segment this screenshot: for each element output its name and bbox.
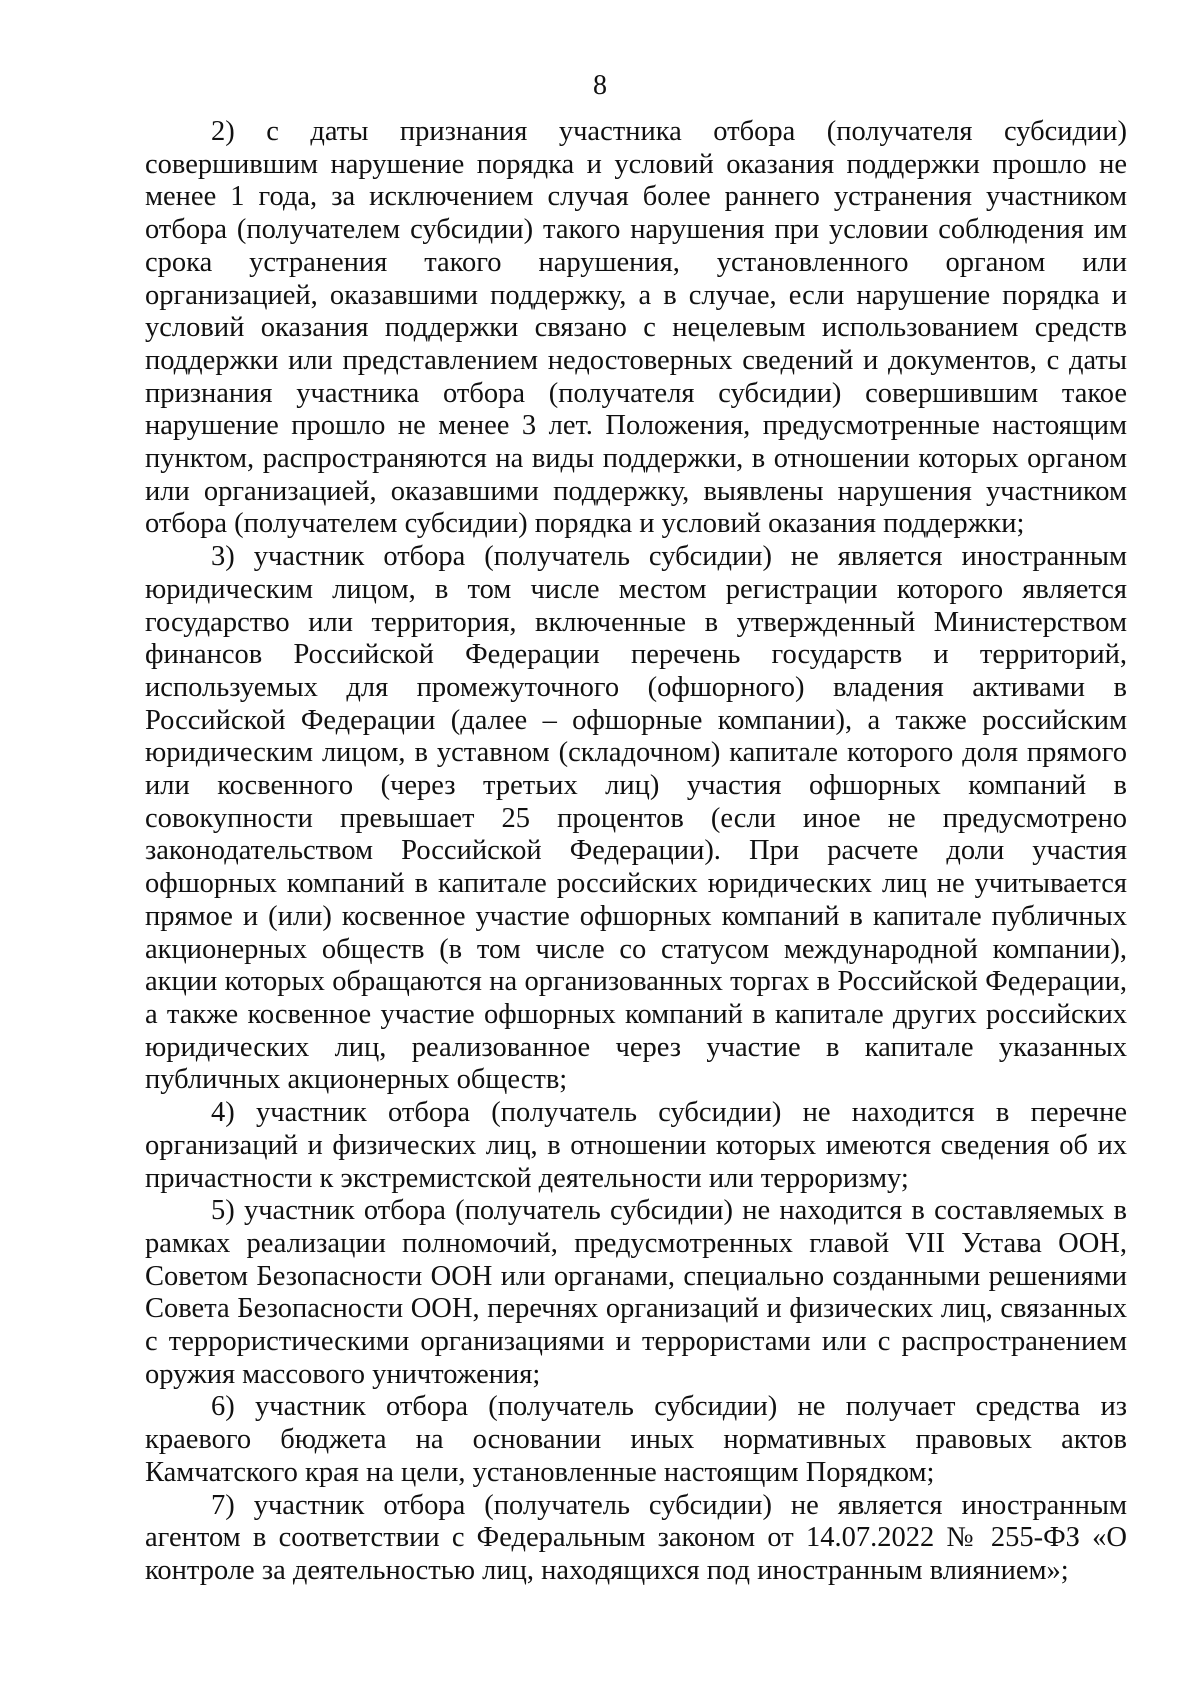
document-body (145, 116, 1127, 1588)
paragraph-item-2: 2) с даты признания участника отбора (получателя субсидии) совершившим нарушение порядка и условий оказания поддержки прошло не менее 1 года, за исключением случая более раннего устранения участником отбора (получателем субсидии) такого нарушения при условии соблюдения им срока устранения такого нарушения, установленного органом или организацией, оказавшими поддержку, а в случае, если нарушение порядка и условий оказания поддержки связано с нецелевым использованием средств поддержки или представлением недостоверных сведений и документов, с даты признания участника отбора (получателя субсидии) совершившим такое нарушение прошло не менее 3 лет. Положения, предусмотренные настоящим пунктом, распространяются на виды поддержки, в отношении которых органом или организацией, оказавшими поддержку, выявлены нарушения участником отбора (получателем субсидии) порядка и условий оказания поддержки; (145, 116, 1127, 540)
paragraph-item-5: 5) участник отбора (получатель субсидии) не находится в составляемых в рамках реализации полномочий, предусмотренных главой VII Устава ООН, Советом Безопасности ООН или органами, специально созданными решениями Совета Безопасности ООН, перечнях организаций и физических лиц, связанных с террористическими организациями и террористами или с распространением оружия массового уничтожения; (145, 1195, 1127, 1390)
paragraph-item-7: 7) участник отбора (получатель субсидии) не является иностранным агентом в соответствии с Федеральным законом от 14.07.2022 № 255-ФЗ «О контроле за деятельностью лиц, находящихся под иностранным влиянием»; (145, 1489, 1127, 1586)
page-number: 8 (593, 70, 607, 101)
paragraph-item-4: 4) участник отбора (получатель субсидии) не находится в перечне организаций и физических лиц, в отношении которых имеются сведения об их причастности к экстремистской деятельности или терроризму; (145, 1097, 1127, 1194)
paragraph-item-3: 3) участник отбора (получатель субсидии) не является иностранным юридическим лицом, в том числе местом регистрации которого является государство или территория, включенные в утвержденный Министерством финансов Российской Федерации перечень государств и территорий, используемых для промежуточного (офшорного) владения активами в Российской Федерации (далее – офшорные компании), а также российским юридическим лицом, в уставном (складочном) капитале которого доля прямого или косвенного (через третьих лиц) участия офшорных компаний в совокупности превышает 25 процентов (если иное не предусмотрено законодательством Российской Федерации). При расчете доли участия офшорных компаний в капитале российских юридических лиц не учитывается прямое и (или) косвенное участие офшорных компаний в капитале публичных акционерных обществ (в том числе со статусом международной компании), акции которых обращаются на организованных торгах в Российской Федерации, а также косвенное участие офшорных компаний в капитале других российских юридических лиц, реализованное через участие в капитале указанных публичных акционерных обществ; (145, 541, 1127, 1096)
paragraph-item-6: 6) участник отбора (получатель субсидии) не получает средства из краевого бюджета на основании иных нормативных правовых актов Камчатского края на цели, установленные настоящим Порядком; (145, 1391, 1127, 1488)
